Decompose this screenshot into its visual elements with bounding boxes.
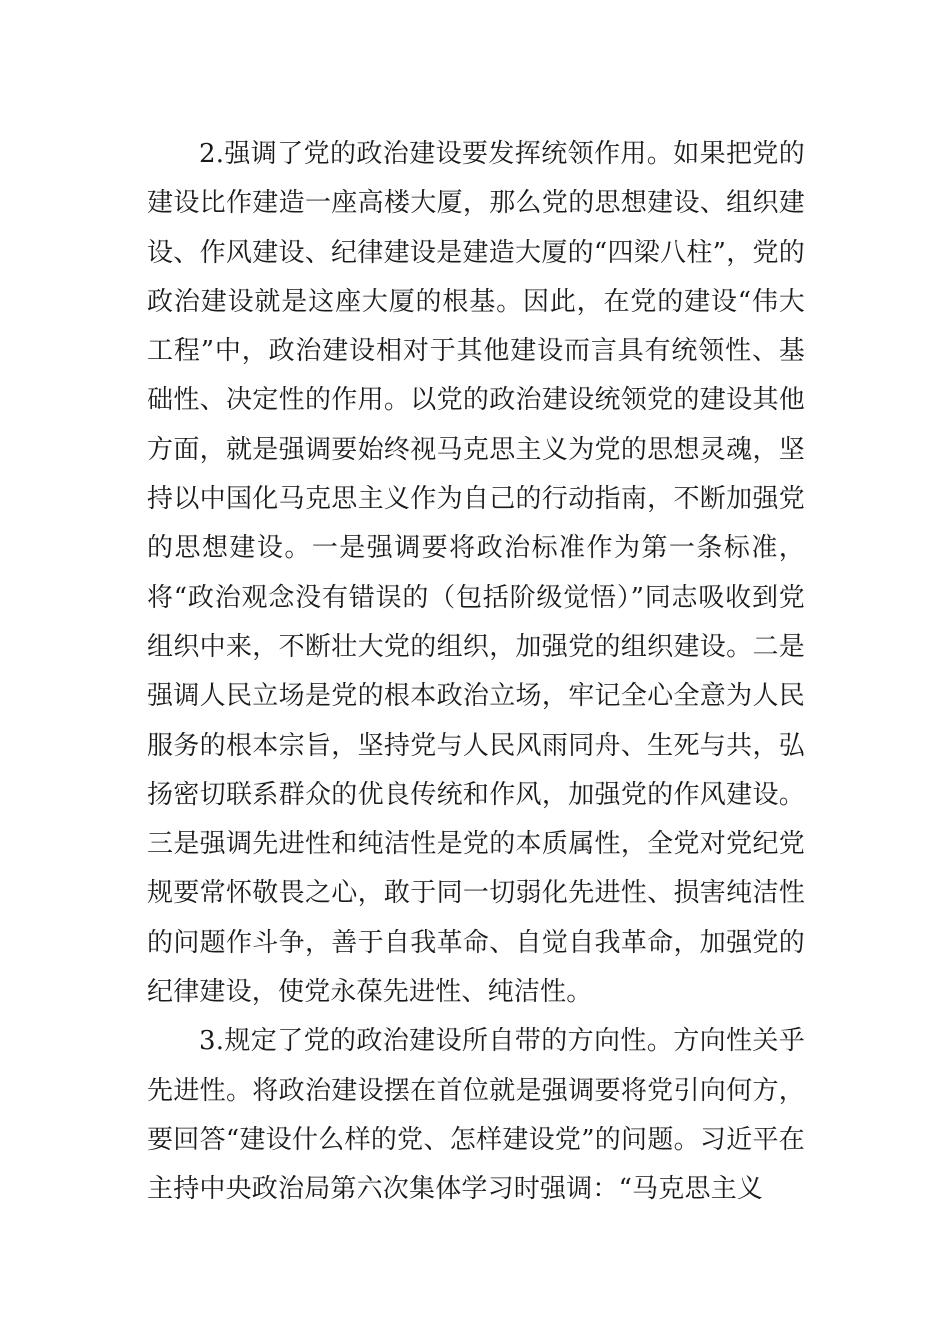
document-body xyxy=(147,130,805,1215)
paragraph-political-direction: 3.规定了党的政治建设所自带的方向性。方向性关乎先进性。将政治建设摆在首位就是强调要将党引向何方，要回答“建设什么样的党、怎样建设党”的问题。习近平在主持中央政治局第六次集体学习时强调：“马克思主义 xyxy=(147,1026,805,1205)
paragraph-political-leadership: 2.强调了党的政治建设要发挥统领作用。如果把党的建设比作建造一座高楼大厦，那么党的思想建设、组织建设、作风建设、纪律建设是建造大厦的“四梁八柱”，党的政治建设就是这座大厦的根基。因此，在党的建设“伟大工程”中，政治建设相对于其他建设而言具有统领性、基础性、决定性的作用。以党的政治建设统领党的建设其他方面，就是强调要始终视马克思主义为党的思想灵魂，坚持以中国化马克思主义作为自己的行动指南，不断加强党的思想建设。一是强调要将政治标准作为第一条标准，将“政治观念没有错误的（包括阶级觉悟）”同志吸收到党组织中来，不断壮大党的组织，加强党的组织建设。二是强调人民立场是党的根本政治立场，牢记全心全意为人民服务的根本宗旨，坚持党与人民风雨同舟、生死与共，弘扬密切联系群众的优良传统和作风，加强党的作风建设。三是强调先进性和纯洁性是党的本质属性，全党对党纪党规要常怀敬畏之心，敢于同一切弱化先进性、损害纯洁性的问题作斗争，善于自我革命、自觉自我革命，加强党的纪律建设，使党永葆先进性、纯洁性。 xyxy=(147,139,805,1008)
